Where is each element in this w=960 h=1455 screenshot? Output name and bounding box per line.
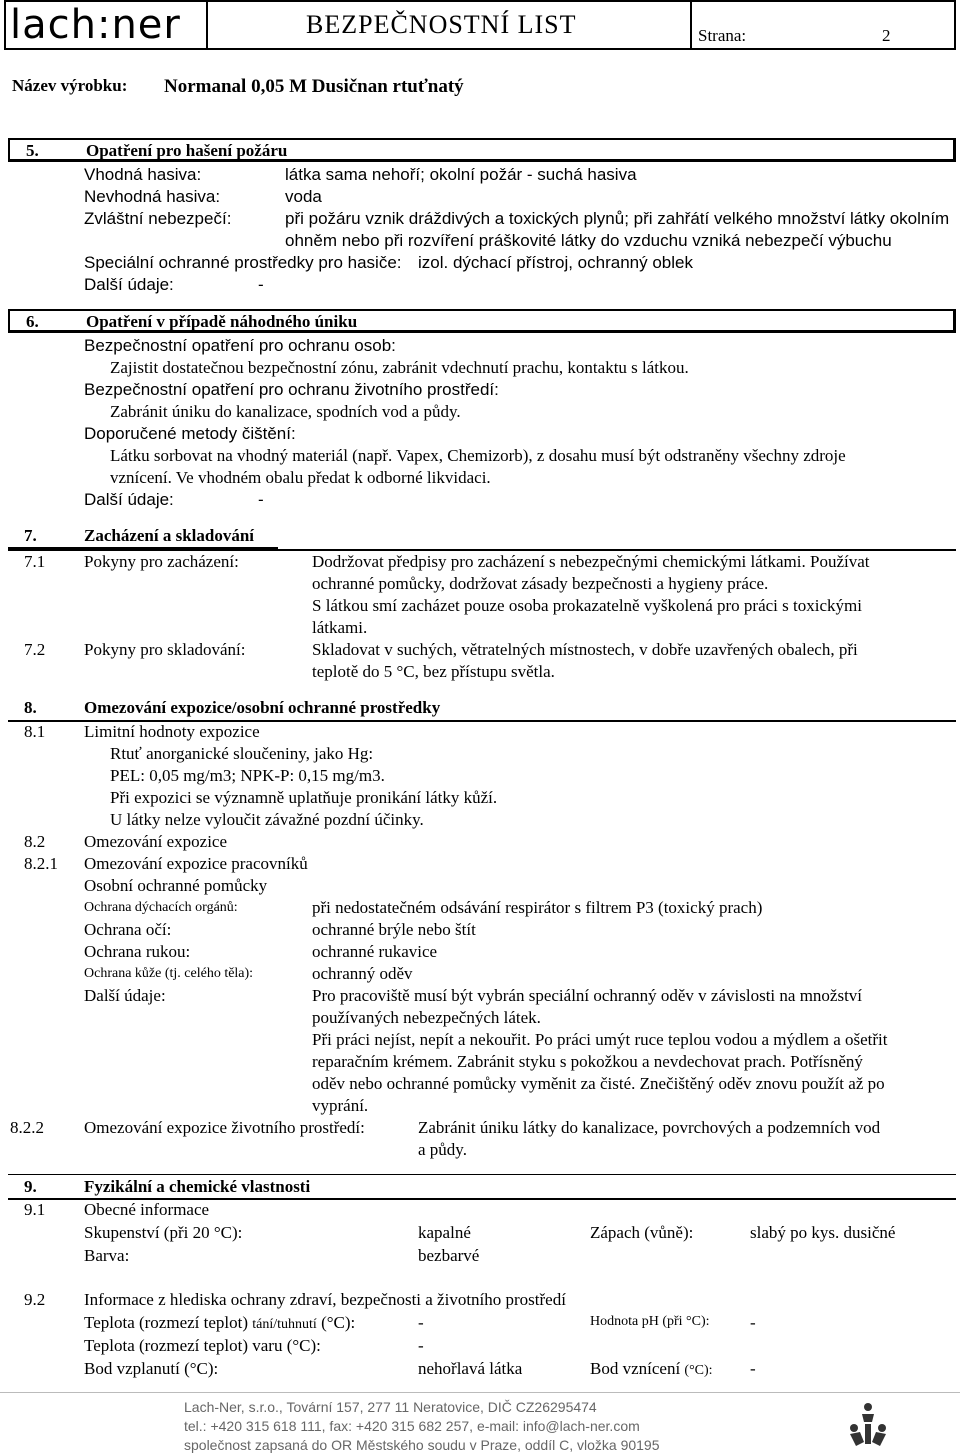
product-name: Normanal 0,05 M Dusičnan rtuťnatý xyxy=(164,76,464,97)
footer xyxy=(184,1398,660,1455)
field-label: Omezování expozice pracovníků xyxy=(84,854,308,873)
field-value: a půdy. xyxy=(418,1140,467,1159)
field-value: Při expozici se významně uplatňuje pronikání látky kůží. xyxy=(110,788,498,807)
field-label: Ochrana kůže (tj. celého těla): xyxy=(84,966,254,981)
item-number: 8.2.2 xyxy=(10,1118,44,1137)
field-value: - xyxy=(258,275,264,294)
field-value: Zabránit úniku látky do kanalizace, povrchových a podzemních vod xyxy=(418,1118,881,1137)
field-label: Ochrana očí: xyxy=(84,920,172,939)
section-title: Opatření pro hašení požáru xyxy=(86,141,288,160)
field-value: S látkou smí zacházet pouze osoba prokazatelně vyškolená pro práci s toxickými xyxy=(312,596,862,615)
field-label: Omezování expozice xyxy=(84,832,228,851)
field-value: - xyxy=(258,490,264,509)
field-label: Hodnota pH (při °C): xyxy=(590,1314,710,1329)
section-7-header xyxy=(8,525,278,549)
field-value: kapalné xyxy=(418,1223,471,1242)
field-value: ochranné pomůcky, dodržovat zásady bezpečnosti a hygieny práce. xyxy=(312,574,769,593)
field-label: Omezování expozice životního prostředí: xyxy=(84,1118,365,1137)
field-label: Obecné informace xyxy=(84,1200,210,1219)
footer-rule xyxy=(0,1392,960,1393)
header-divider xyxy=(690,0,692,50)
section-title: Fyzikální a chemické vlastnosti xyxy=(84,1177,311,1196)
field-value: izol. dýchací přístroj, ochranný oblek xyxy=(418,253,693,272)
section-title: Omezování expozice/osobní ochranné prostředky xyxy=(84,698,441,717)
field-value: látka sama nehoří; okolní požár - suchá hasiva xyxy=(285,165,637,184)
page-number: 2 xyxy=(882,26,891,45)
field-label: Nevhodná hasiva: xyxy=(84,187,221,206)
field-label: Barva: xyxy=(84,1246,130,1265)
section-number: 8. xyxy=(24,698,37,717)
field-value: vyprání. xyxy=(312,1096,369,1115)
field-label xyxy=(590,1359,713,1379)
footer-line: tel.: +420 315 618 111, fax: +420 315 682 257, e-mail: info@lach-ner.com xyxy=(184,1418,640,1434)
field-label: Zápach (vůně): xyxy=(590,1223,694,1242)
field-value: Zabránit úniku do kanalizace, spodních vod a půdy. xyxy=(110,402,461,421)
field-label: Ochrana dýchacích orgánů: xyxy=(84,900,238,915)
field-label: Bod vzplanutí (°C): xyxy=(84,1359,219,1378)
field-value: Zajistit dostatečnou bezpečnostní zónu, zabránit vdechnutí prachu, kontaktu s látkou. xyxy=(110,358,689,377)
field-value: Pro pracoviště musí být vybrán speciální ochranný oděv v závislosti na množství xyxy=(312,986,863,1005)
field-value: vznícení. Ve vhodném obalu předat k odborné likvidaci. xyxy=(110,468,491,487)
field-label: Pokyny pro skladování: xyxy=(84,640,246,659)
section-number: 7. xyxy=(24,526,37,545)
field-value: - xyxy=(418,1313,424,1332)
footer-line: společnost zapsaná do OR Městského soudu v Praze, oddíl C, vložka 90195 xyxy=(184,1437,660,1453)
field-label: Pokyny pro zacházení: xyxy=(84,552,239,571)
label-part: (°C): xyxy=(321,1313,356,1332)
field-label xyxy=(84,1313,355,1333)
item-number: 8.2 xyxy=(24,832,46,851)
field-value: ochranný oděv xyxy=(312,964,413,983)
field-value: - xyxy=(750,1313,756,1332)
field-value: U látky nelze vyloučit závažné pozdní účinky. xyxy=(110,810,424,829)
field-value: - xyxy=(418,1336,424,1355)
section-title: Opatření v případě náhodného úniku xyxy=(86,312,358,331)
field-value: slabý po kys. dusičné xyxy=(750,1223,896,1242)
field-value: při nedostatečném odsávání respirátor s filtrem P3 (toxický prach) xyxy=(312,898,763,917)
company-logo: lach:ner xyxy=(10,2,181,48)
field-label: Vhodná hasiva: xyxy=(84,165,202,184)
certification-logo-icon xyxy=(848,1402,888,1448)
field-label: Další údaje: xyxy=(84,490,174,509)
field-label: Speciální ochranné prostředky pro hasiče: xyxy=(84,253,402,272)
field-label: Bezpečnostní opatření pro ochranu osob: xyxy=(84,336,396,355)
field-value: Při práci nejíst, nepít a nekouřit. Po práci umýt ruce teplou vodou a mýdlem a ošetřit xyxy=(312,1030,888,1049)
field-label: Osobní ochranné pomůcky xyxy=(84,876,268,895)
page-label: Strana: xyxy=(698,26,747,45)
item-number: 9.1 xyxy=(24,1200,46,1219)
section-number: 9. xyxy=(24,1177,37,1196)
field-value: nehořlavá látka xyxy=(418,1359,523,1378)
section-title: Zacházení a skladování xyxy=(84,526,255,545)
field-value: PEL: 0,05 mg/m3; NPK-P: 0,15 mg/m3. xyxy=(110,766,385,785)
field-value: teplotě do 5 °C, bez přístupu světla. xyxy=(312,662,555,681)
section-rule xyxy=(8,1174,956,1175)
field-value: Látku sorbovat na vhodný materiál (např. Vapex, Chemizorb), z dosahu musí být odstraněny všechny zdroje xyxy=(110,446,846,465)
item-number: 7.2 xyxy=(24,640,46,659)
field-value: Skladovat v suchých, větratelných místnostech, v dobře uzavřených obalech, při xyxy=(312,640,858,659)
section-number: 5. xyxy=(26,141,39,160)
field-value: ochranné brýle nebo štít xyxy=(312,920,476,939)
field-label: Bezpečnostní opatření pro ochranu životního prostředí: xyxy=(84,380,499,399)
header-divider xyxy=(206,0,208,50)
field-label: Informace z hlediska ochrany zdraví, bezpečnosti a životního prostředí xyxy=(84,1290,566,1309)
footer-line: Lach-Ner, s.r.o., Tovární 157, 277 11 Neratovice, DIČ CZ26295474 xyxy=(184,1399,597,1415)
label-part: (°C): xyxy=(684,1363,713,1378)
item-number: 9.2 xyxy=(24,1290,46,1309)
section-rule xyxy=(8,549,956,551)
field-value: Dodržovat předpisy pro zacházení s nebezpečnými chemickými látkami. Používat xyxy=(312,552,870,571)
section-5-header xyxy=(8,138,956,162)
item-number: 7.1 xyxy=(24,552,46,571)
item-number: 8.1 xyxy=(24,722,46,741)
field-label: Limitní hodnoty expozice xyxy=(84,722,260,741)
section-6-header xyxy=(8,309,956,333)
label-part: tání/tuhnutí xyxy=(252,1317,317,1332)
field-label: Skupenství (při 20 °C): xyxy=(84,1223,243,1242)
field-value: - xyxy=(750,1359,756,1378)
field-label: Zvláštní nebezpečí: xyxy=(84,209,232,228)
product-label: Název výrobku: xyxy=(12,76,128,95)
field-label: Další údaje: xyxy=(84,275,174,294)
item-number: 8.2.1 xyxy=(24,854,58,873)
section-number: 6. xyxy=(26,312,39,331)
field-value: ochranné rukavice xyxy=(312,942,438,961)
document-title: BEZPEČNOSTNÍ LIST xyxy=(306,10,577,39)
field-value: při požáru vznik dráždivých a toxických plynů; při zahřátí velkého množství látky okolním xyxy=(285,209,950,228)
field-label: Další údaje: xyxy=(84,986,166,1005)
field-value: reparačním krémem. Zabránit styku s pokožkou a nevdechovat prach. Potřísněný xyxy=(312,1052,863,1071)
field-label: Teplota (rozmezí teplot) varu (°C): xyxy=(84,1336,321,1355)
field-value: používaných nebezpečných látek. xyxy=(312,1008,541,1027)
field-value: bezbarvé xyxy=(418,1246,480,1265)
label-part: Bod vznícení xyxy=(590,1359,681,1378)
field-label: Doporučené metody čištění: xyxy=(84,424,296,443)
field-label: Ochrana rukou: xyxy=(84,942,191,961)
field-value: voda xyxy=(285,187,322,206)
field-value: Rtuť anorganické sloučeniny, jako Hg: xyxy=(110,744,374,763)
label-part: Teplota (rozmezí teplot) xyxy=(84,1313,249,1332)
field-value: oděv nebo ochranné pomůcky vyměnit za čisté. Znečištěný oděv znovu použít až po xyxy=(312,1074,885,1093)
field-value: ohněm nebo při rozvíření práškovité látky do vzduchu vzniká nebezpečí výbuchu xyxy=(285,231,892,250)
field-value: látkami. xyxy=(312,618,368,637)
